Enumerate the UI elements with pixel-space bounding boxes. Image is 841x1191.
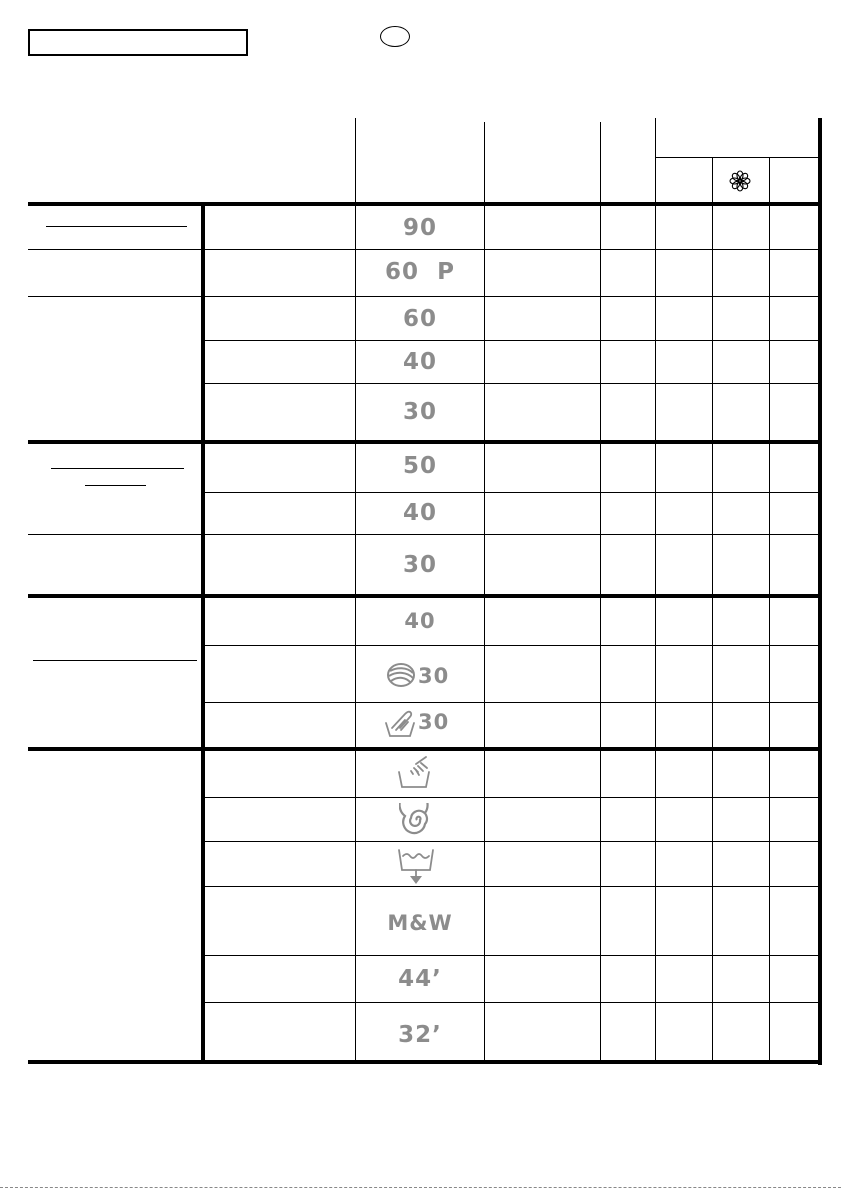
drain-arrow-icon <box>396 846 436 886</box>
row-line <box>205 340 822 341</box>
rinse-shower-icon <box>396 754 434 790</box>
row-line <box>205 1002 822 1003</box>
program-32-min: 32’ <box>398 1022 442 1048</box>
program-44-min: 44’ <box>398 966 442 992</box>
group-line <box>28 534 203 535</box>
program-50: 50 <box>402 453 437 479</box>
program-mw: M&W <box>387 911 453 935</box>
header-bottom-line <box>28 202 822 206</box>
col-divider-6 <box>712 158 713 1062</box>
row-line <box>205 534 822 535</box>
program-40b: 40 <box>402 500 437 526</box>
program-wool-30: 30 <box>418 664 450 688</box>
row-line <box>205 702 822 703</box>
spin-spiral-icon <box>399 803 435 837</box>
handwash-icon <box>383 706 419 738</box>
col-divider-7 <box>769 158 770 1062</box>
col-divider-1 <box>201 205 205 1062</box>
right-border <box>818 118 822 1065</box>
col-divider-3 <box>484 122 485 1062</box>
row-line <box>205 492 822 493</box>
group-underline <box>51 468 184 469</box>
row-line <box>205 296 822 297</box>
row-line <box>205 841 822 842</box>
group-underline <box>46 226 187 227</box>
group-underline <box>33 660 197 661</box>
flower-icon <box>729 170 751 192</box>
program-30a: 30 <box>402 399 437 425</box>
col-divider-5 <box>655 118 656 1062</box>
row-line <box>205 645 822 646</box>
group-separator <box>28 594 822 598</box>
country-badge <box>380 26 410 47</box>
program-60p: 60 P <box>385 259 455 285</box>
table-bottom-line <box>28 1060 822 1064</box>
group-line <box>28 249 203 250</box>
group-underline <box>85 485 146 486</box>
program-40a: 40 <box>402 349 437 375</box>
row-line <box>205 955 822 956</box>
program-30b: 30 <box>402 552 437 578</box>
wool-icon <box>385 662 417 688</box>
group-line <box>28 296 203 297</box>
header-subline <box>655 157 820 158</box>
col-divider-4 <box>600 122 601 1062</box>
title-box <box>28 29 248 56</box>
page-edge-dashes <box>0 1187 841 1188</box>
group-separator <box>28 440 822 444</box>
row-line <box>205 383 822 384</box>
program-40c: 40 <box>404 609 436 633</box>
row-line <box>205 886 822 887</box>
program-handwash-30: 30 <box>418 710 450 734</box>
program-90: 90 <box>402 215 437 241</box>
group-separator <box>28 747 822 751</box>
row-line <box>205 797 822 798</box>
row-line <box>205 249 822 250</box>
program-60: 60 <box>402 306 437 332</box>
